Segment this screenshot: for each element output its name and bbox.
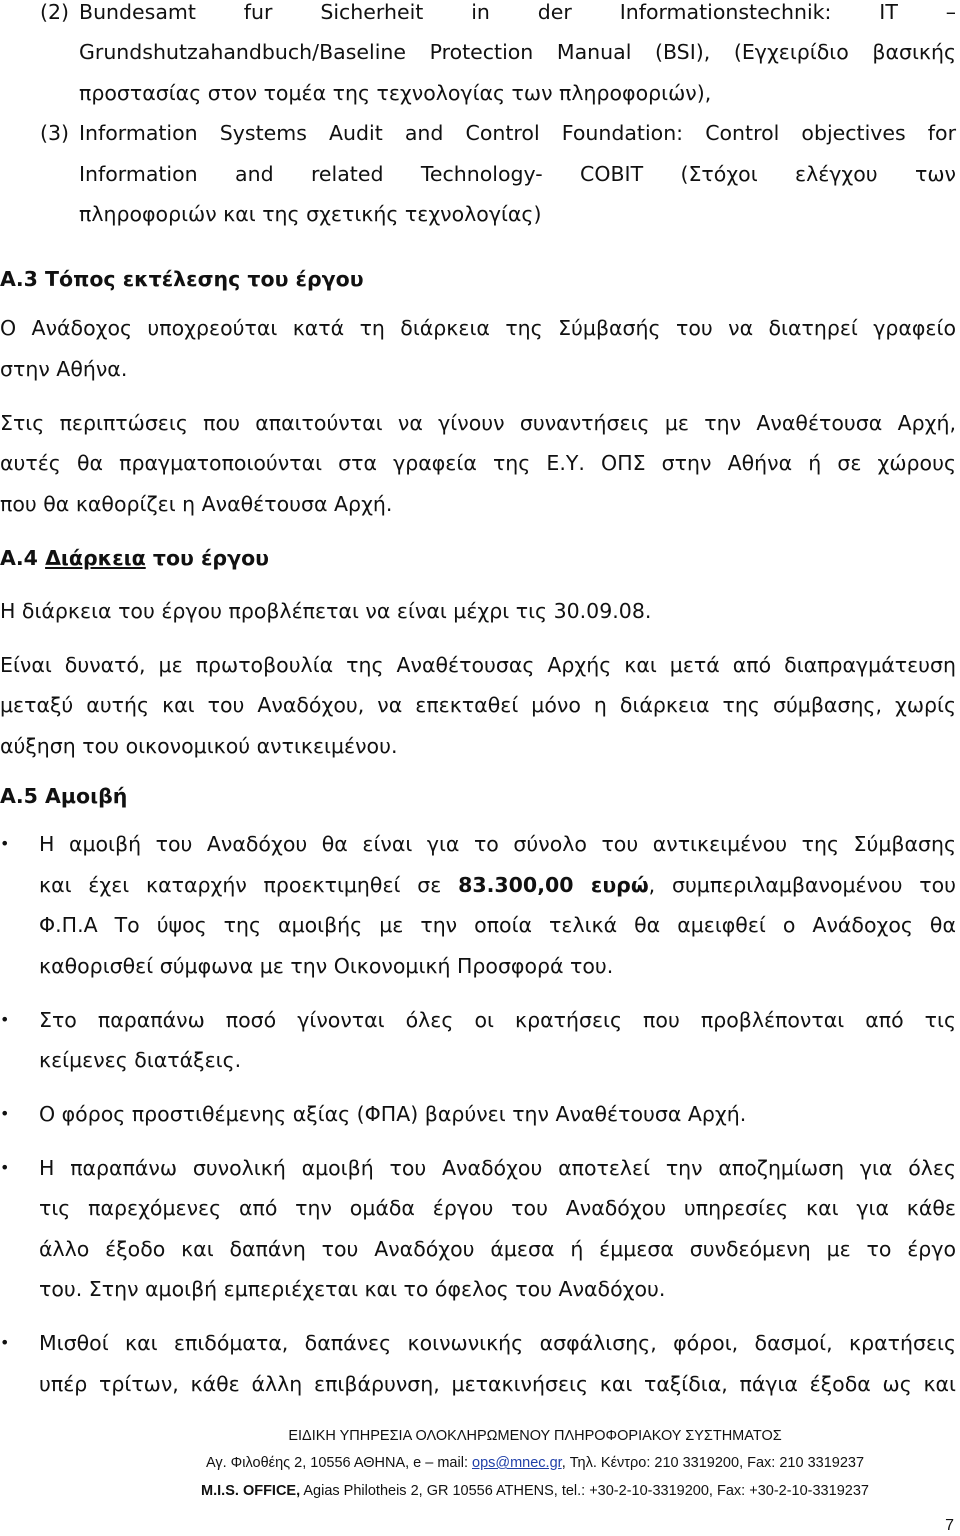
bullet-line: άλλο έξοδο και δαπάνη του Αναδόχου άμεσα ή έμμεσα συνδεόμενη με το έργο (39, 1237, 956, 1261)
paragraph-line: Στις περιπτώσεις που απαιτούνται να γίνουν συναντήσεις με την Αναθέτουσα Αρχή, (0, 411, 956, 435)
bullet-line: Φ.Π.Α Το ύψος της αμοιβής με την οποία τελικά θα αμειφθεί ο Ανάδοχος θα (39, 913, 956, 937)
section-heading-a4: Α.4 Διάρκεια του έργου (0, 546, 269, 570)
footer-agency: ΕΙΔΙΚΗ ΥΠΗΡΕΣΙΑ ΟΛΟΚΛΗΡΩΜΕΝΟΥ ΠΛΗΡΟΦΟΡΙΑΚΟΥ ΣΥΣΤΗΜΑΤΟΣ (288, 1428, 782, 1444)
email-link[interactable]: ops@mnec.gr (472, 1455, 562, 1471)
bullet-icon: • (0, 1158, 10, 1177)
bullet-line: του. Στην αμοιβή εμπεριέχεται και το όφελος του Αναδόχου. (39, 1277, 666, 1301)
footer-english-address: M.I.S. OFFICE, Agias Philotheis 2, GR 10556 ATHENS, tel.: +30-2-10-3319200, Fax: +30-2-10-3319237 (201, 1483, 869, 1499)
bullet-line: κείμενες διατάξεις. (39, 1048, 242, 1072)
bullet-icon: • (0, 1333, 10, 1352)
bullet-line: Η παραπάνω συνολική αμοιβή του Αναδόχου αποτελεί την αποζημίωση για όλες (39, 1156, 956, 1180)
paragraph-line: αύξηση του οικονομικού αντικειμένου. (0, 734, 398, 758)
reference-text: προστασίας στον τομέα της τεχνολογίας των πληροφοριών), (79, 81, 712, 105)
paragraph-line: Ο Ανάδοχος υποχρεούται κατά τη διάρκεια της Σύμβασής του να διατηρεί γραφείο (0, 316, 956, 340)
paragraph-line: Είναι δυνατό, με πρωτοβουλία της Αναθέτουσας Αρχής και μετά από διαπραγμάτευση (0, 653, 956, 677)
reference-text: Information and related Technology- COBIT (Στόχοι ελέγχου των (79, 162, 956, 186)
heading-underlined-word: Διάρκεια (45, 546, 146, 570)
section-heading-a3: Α.3 Τόπος εκτέλεσης του έργου (0, 267, 364, 291)
bullet-icon: • (0, 834, 10, 853)
reference-number: (2) (40, 0, 70, 24)
paragraph-line: που θα καθορίζει η Αναθέτουσα Αρχή. (0, 492, 393, 516)
section-heading-a5: Α.5 Αμοιβή (0, 784, 128, 808)
paragraph-line: στην Αθήνα. (0, 357, 128, 381)
paragraph-line: αυτές θα πραγματοποιούνται στα γραφεία της Ε.Υ. ΟΠΣ στην Αθήνα ή σε χώρους (0, 451, 956, 475)
bullet-line: και έχει καταρχήν προεκτιμηθεί σε 83.300,00 ευρώ, συμπεριλαμβανομένου του (39, 873, 956, 897)
bullet-line: Στο παραπάνω ποσό γίνονται όλες οι κρατήσεις που προβλέπονται από τις (39, 1008, 956, 1032)
reference-text: πληροφοριών και της σχετικής τεχνολογίας) (79, 202, 542, 226)
bullet-line: Μισθοί και επιδόματα, δαπάνες κοινωνικής ασφάλισης, φόροι, δασμοί, κρατήσεις (39, 1331, 956, 1355)
footer-address: Αγ. Φιλοθέης 2, 10556 ΑΘΗΝΑ, e – mail: ops@mnec.gr, Τηλ. Κέντρο: 210 3319200, Fax: 210 3319237 (205, 1455, 865, 1471)
bullet-line: τις παρεχόμενες από την ομάδα έργου του Αναδόχου υπηρεσίες και για κάθε (39, 1196, 956, 1220)
reference-text: Bundesamt fur Sicherheit in der Informationstechnik: IT – (79, 0, 956, 24)
bullet-icon: • (0, 1010, 10, 1029)
bullet-icon: • (0, 1104, 10, 1123)
bullet-line: Η αμοιβή του Αναδόχου θα είναι για το σύνολο του αντικειμένου της Σύμβασης (39, 832, 956, 856)
page-number: 7 (945, 1517, 954, 1534)
reference-text: Information Systems Audit and Control Foundation: Control objectives for (79, 121, 956, 145)
paragraph-line: μεταξύ αυτής και του Αναδόχου, να επεκταθεί μόνο η διάρκεια της σύμβασης, χωρίς (0, 693, 956, 717)
bullet-line: καθορισθεί σύμφωνα με την Οικονομική Προσφορά του. (39, 954, 614, 978)
amount: 83.300,00 ευρώ (458, 873, 649, 897)
reference-number: (3) (40, 121, 70, 145)
paragraph-line: Η διάρκεια του έργου προβλέπεται να είναι μέχρι τις 30.09.08. (0, 599, 652, 623)
bullet-line: Ο φόρος προστιθέμενης αξίας (ΦΠΑ) βαρύνει την Αναθέτουσα Αρχή. (39, 1102, 747, 1126)
bullet-line: υπέρ τρίτων, κάθε άλλη επιβάρυνση, μετακινήσεις και ταξίδια, πάγια έξοδα ως και (39, 1372, 956, 1396)
reference-text: Grundshutzahandbuch/Baseline Protection Manual (BSI), (Εγχειρίδιο βασικής (79, 40, 956, 64)
